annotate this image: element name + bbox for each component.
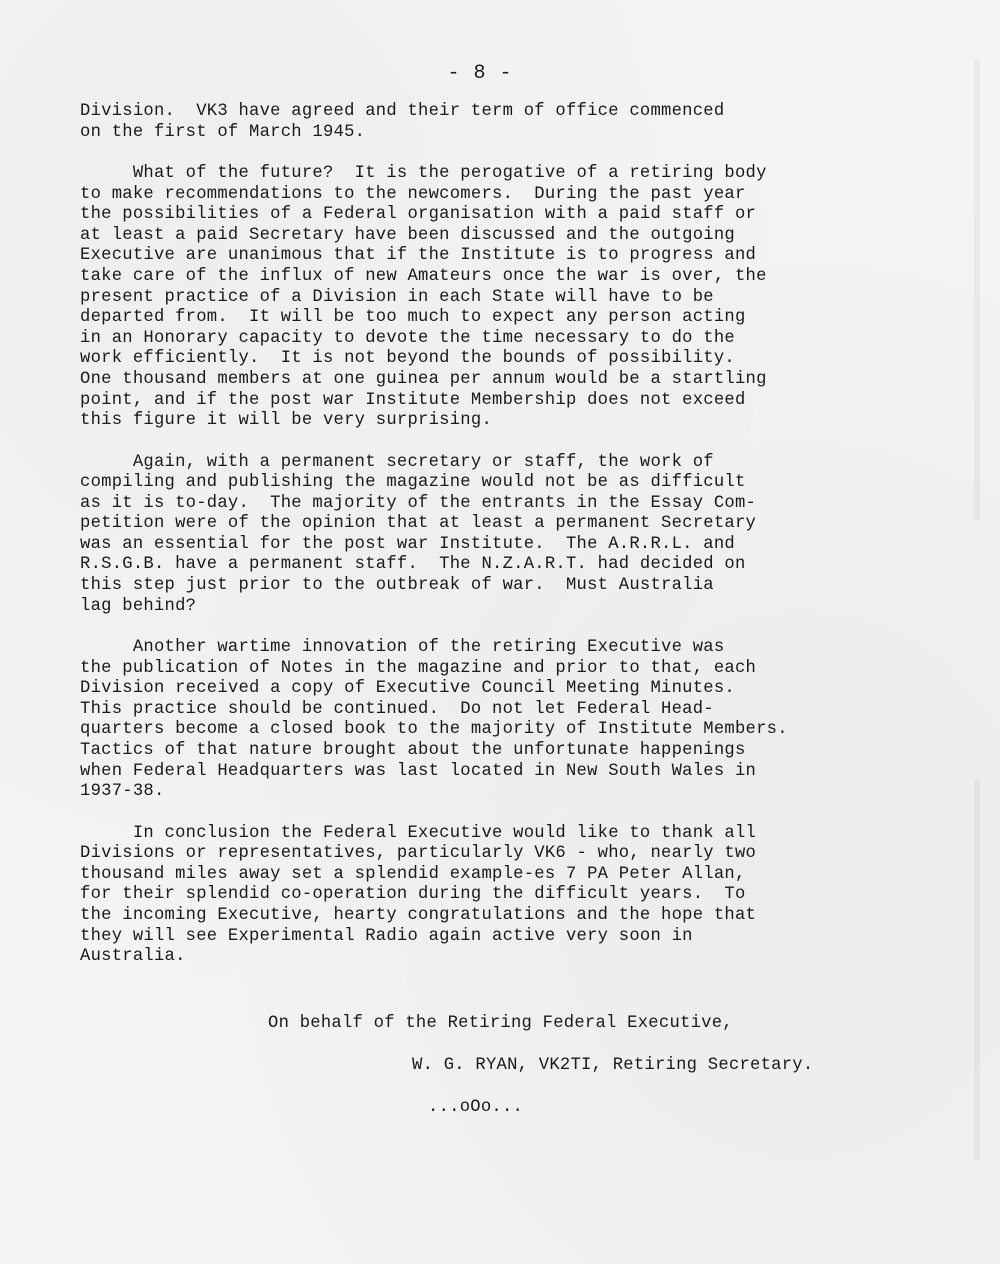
text-line: point, and if the post war Institute Membership does not exceed [80,390,746,410]
paragraph-gap [80,617,940,638]
text-line: work efficiently. It is not beyond the bounds of possibility. [80,349,735,369]
text-line: Again, with a permanent secretary or staff, the work of [80,452,714,472]
text-line: lag behind? [80,596,197,616]
text-line: this step just prior to the outbreak of war. Must Australia [80,576,714,596]
text-line: was an essential for the post war Institute. The A.R.R.L. and [80,534,735,554]
text-line: present practice of a Division in each State will have to be [80,287,714,307]
text-line: One thousand members at one guinea per annum would be a startling [80,369,767,389]
page-edge-shadow [974,780,980,1160]
text-line: the publication of Notes in the magazine and prior to that, each [80,658,757,678]
text-line: they will see Experimental Radio again active very soon in [80,926,693,946]
paragraph-division-term [80,102,940,143]
text-line: to make recommendations to the newcomers. During the past year [80,184,746,204]
paragraph-gap [80,803,940,824]
page-edge-shadow [974,60,980,520]
text-line: the incoming Executive, hearty congratulations and the hope that [80,905,757,925]
text-line: this figure it will be very surprising. [80,411,493,431]
text-line: at least a paid Secretary have been discussed and the outgoing [80,225,735,245]
text-line: Tactics of that nature brought about the unfortunate happenings [80,741,746,761]
text-line: Divisions or representatives, particularly VK6 - who, nearly two [80,844,757,864]
page-number: - 8 - [447,62,513,85]
text-line: for their splendid co-operation during the difficult years. To [80,885,746,905]
text-line: Another wartime innovation of the retiring Executive was [80,638,725,658]
text-line: Executive are unanimous that if the Institute is to progress and [80,246,757,266]
paragraph-wartime-innovation [80,638,940,803]
text-line: Division. VK3 have agreed and their term of office commenced [80,102,725,121]
text-line: petition were of the opinion that at least a permanent Secretary [80,514,757,534]
paragraph-permanent-secretary [80,453,940,618]
text-line: Division received a copy of Executive Council Meeting Minutes. [80,679,735,699]
text-line: In conclusion the Federal Executive would like to thank all [80,823,757,843]
closing-ornament: ...oOo... [428,1098,524,1117]
text-line: thousand miles away set a splendid example-es 7 PA Peter Allan, [80,864,746,884]
text-line: compiling and publishing the magazine would not be as difficult [80,473,746,493]
text-line: quarters become a closed book to the majority of Institute Members. [80,720,788,740]
signature-on-behalf: On behalf of the Retiring Federal Executive, [268,1014,733,1033]
paragraph-gap [80,432,940,453]
text-line: 1937-38. [80,782,165,802]
text-line: the possibilities of a Federal organisation with a paid staff or [80,205,757,225]
text-line: take care of the influx of new Amateurs once the war is over, the [80,266,767,286]
document-body [80,102,940,968]
text-line: in an Honorary capacity to devote the time necessary to do the [80,328,735,348]
text-line: when Federal Headquarters was last located in New South Wales in [80,761,757,781]
paragraph-future [80,164,940,432]
text-line: What of the future? It is the perogative of a retiring body [80,163,767,183]
paragraph-gap [80,143,940,164]
text-line: Australia. [80,947,186,967]
text-line: on the first of March 1945. [80,122,366,142]
text-line: R.S.G.B. have a permanent staff. The N.Z.A.R.T. had decided on [80,555,746,575]
paragraph-conclusion [80,824,940,968]
signature-name: W. G. RYAN, VK2TI, Retiring Secretary. [412,1056,814,1075]
text-line: departed from. It will be too much to expect any person acting [80,308,746,328]
text-line: This practice should be continued. Do not let Federal Head- [80,699,714,719]
text-line: as it is to-day. The majority of the entrants in the Essay Com- [80,493,757,513]
